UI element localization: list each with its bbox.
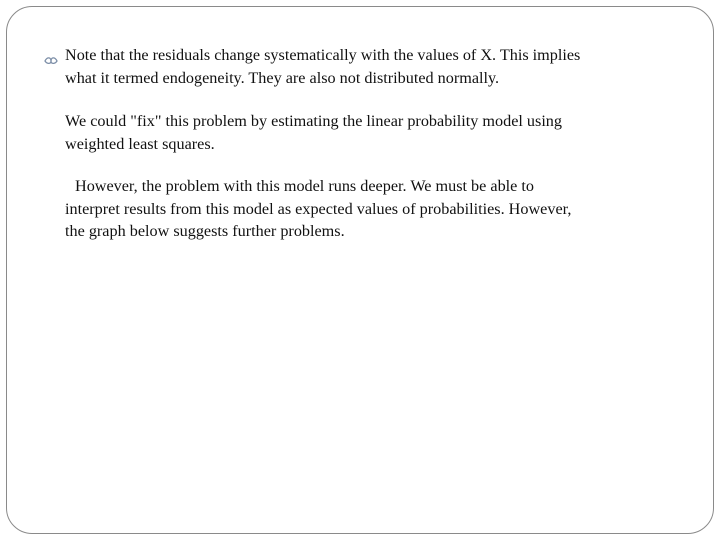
slide-body [44, 44, 684, 243]
paragraph-line: weighted least squares. [65, 134, 215, 153]
paragraph-line: the graph below suggests further problems. [65, 222, 345, 240]
paragraph-line: However, the problem with this model runs deeper. We must be able to [75, 177, 534, 195]
paragraph-line: We could "fix" this problem by estimating the linear probability model using [65, 112, 562, 130]
paragraph-fix [44, 110, 684, 155]
paragraph-line: interpret results from this model as expected values of probabilities. However, [65, 199, 572, 218]
paragraph-residuals [44, 44, 684, 89]
paragraph-deeper [44, 175, 684, 243]
flourish-bullet-icon [44, 50, 58, 60]
paragraph-line: what it termed endogeneity. They are also not distributed normally. [65, 68, 500, 87]
paragraph-line: Note that the residuals change systematically with the values of X. This implies [65, 46, 581, 64]
